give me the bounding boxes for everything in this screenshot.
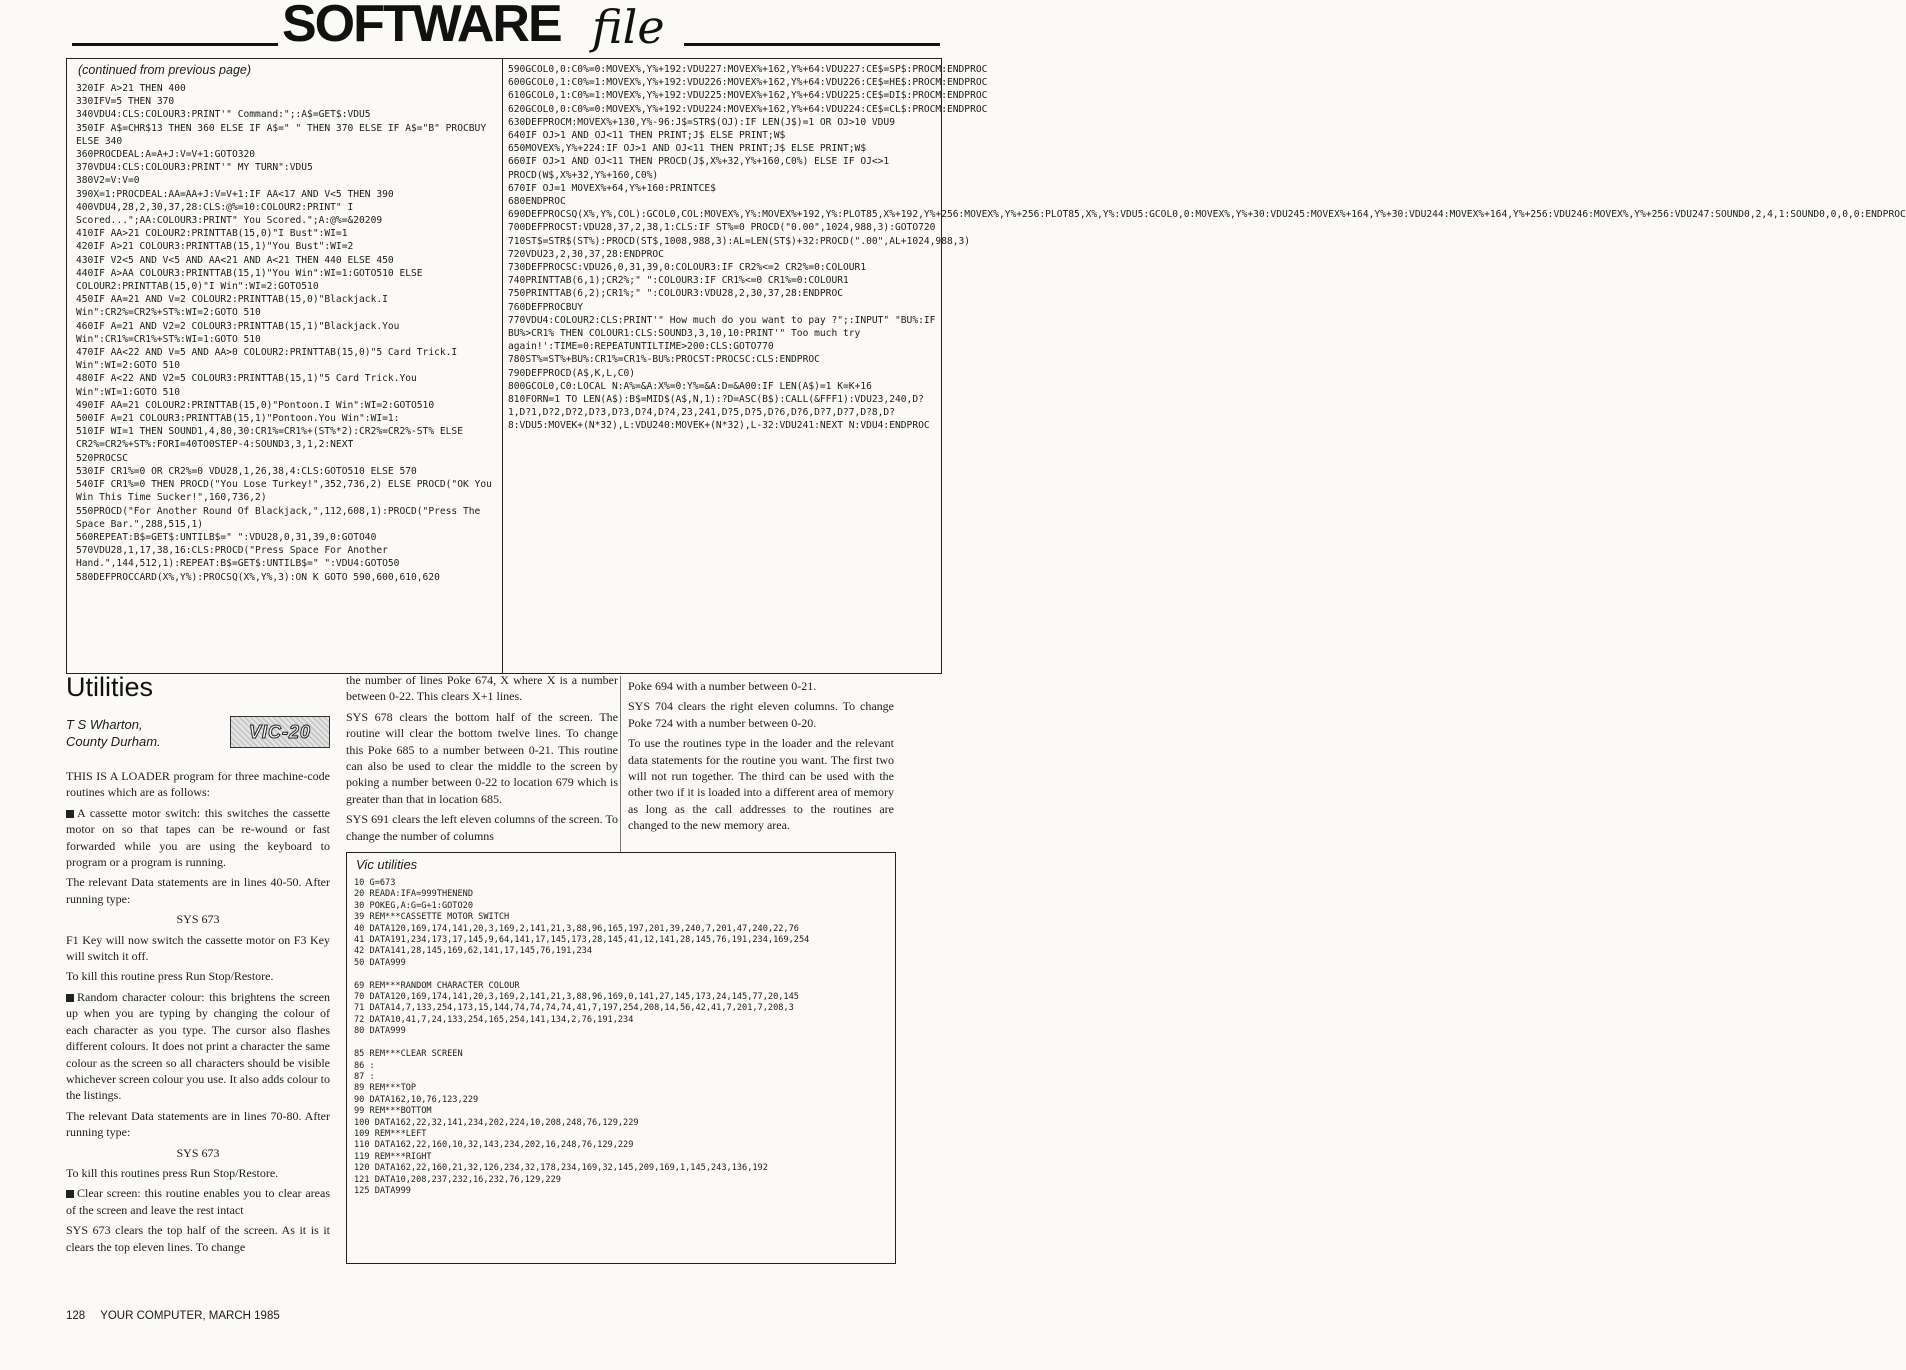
author-name: T S Wharton, — [66, 717, 143, 732]
paragraph: F1 Key will now switch the cassette motor on F3 Key will switch it off. — [66, 932, 330, 964]
magazine-issue: YOUR COMPUTER, MARCH 1985 — [100, 1310, 280, 1322]
continued-note: (continued from previous page) — [78, 63, 252, 77]
paragraph: SYS 691 clears the left eleven columns of the screen. To change the number of columns — [346, 812, 618, 843]
paragraph: To kill this routines press Run Stop/Restore. — [66, 1165, 279, 1180]
bullet-square-icon — [66, 810, 74, 818]
paragraph-cassette — [66, 805, 330, 871]
article-column-2 — [346, 672, 618, 848]
header-title: SOFTWARE — [282, 0, 561, 53]
paragraph: SYS 673 clears the top half of the screen. As it is it clears the top eleven lines. To change — [66, 1223, 330, 1254]
column-rule — [620, 676, 621, 852]
bullet-square-icon — [66, 1190, 74, 1198]
bullet-square-icon — [66, 994, 74, 1002]
paragraph-text: Random character colour: this brightens the screen up when you are typing by changing the colour of each character as you type. The cursor also flashes different colours. It does not print a character the same colour as the screen so all characters should be visible whichever screen colour you use. It also adds colour to the listings. — [66, 989, 330, 1103]
paragraph: To kill this routine press Run Stop/Restore. — [66, 969, 274, 984]
vic-code-listing: 10 G=673 20 READA:IFA=999THENEND 30 POKEG,A:G=G+1:GOTO20 39 REM***CASSETTE MOTOR SWITCH 40 DATA120,169,174,141,20,3,169,2,141,21,3,88,96,165,197,201,39,240,7,201,47,240,22,76 41 DATA191,234,173,17,145,9,64,141,17,145,173,28,145,41,12,141,28,145,76,191,234,169,254 42 DATA141,28,145,169,62,141,17,145,76,191,234 50 DATA999 69 REM***RANDOM CHARACTER COLOUR 70 DATA120,169,174,141,20,3,169,2,141,21,3,88,96,169,0,141,27,145,173,24,145,77,20,145 71 DATA14,7,133,254,173,15,144,74,74,74,74,41,7,197,254,208,14,56,42,41,7,201,7,208,3 72 DATA10,41,7,24,133,254,165,254,141,134,2,76,191,234 80 DATA999 85 REM***CLEAR SCREEN 86 : 87 : 89 REM***TOP 90 DATA162,10,76,123,229 99 REM***BOTTOM 100 DATA162,22,32,141,234,202,224,10,208,248,76,129,229 109 REM***LEFT 110 DATA162,22,160,10,32,143,234,202,16,248,76,129,229 119 REM***RIGHT 120 DATA162,22,160,21,32,126,234,32,178,234,169,32,145,209,169,1,145,243,136,192 121 DATA10,208,237,232,16,232,76,129,229 125 DATA999 — [354, 878, 810, 1196]
paragraph: SYS 678 clears the bottom half of the screen. The routine will clear the bottom twelve lines. To change this Poke 685 to a number between 0-21. This routine can also be used to clear the middle to the screen by poking a number between 0-22 to location 679 which is greater than that in location 685. — [346, 709, 618, 806]
paragraph-text: Clear screen: this routine enables you to clear areas of the screen and leave the rest intact — [66, 1186, 330, 1217]
header-rule-left — [72, 43, 278, 46]
page-header — [0, 0, 970, 60]
article-title: Utilities — [66, 672, 154, 702]
paragraph: the number of lines Poke 674, X where X is a number between 0-22. This clears X+1 lines. — [346, 673, 618, 704]
header-rule-right — [684, 43, 940, 46]
paragraph: THIS IS A LOADER program for three machine-code routines which are as follows: — [66, 769, 330, 800]
paragraph-text: A cassette motor switch: this switches the cassette motor on so that tapes can be re-wound or fast forwarded while you are using the keyboard to program or a program is running. — [66, 805, 330, 870]
paragraph: SYS 704 clears the right eleven columns. To change Poke 724 with a number between 0-20. — [628, 699, 894, 730]
listing-column-divider — [502, 58, 503, 674]
badge-label: VIC-20 — [248, 721, 312, 742]
code-listing-right: 590GCOL0,0:C0%=0:MOVEX%,Y%+192:VDU227:MOVEX%+162,Y%+64:VDU227:CE$=SP$:PROCM:ENDPROC 600GCOL0,1:C0%=1:MOVEX%,Y%+192:VDU226:MOVEX%+162,Y%+64:VDU226:CE$=HE$:PROCM:ENDPROC 610GCOL0,1:C0%=1:MOVEX%,Y%+192:VDU225:MOVEX%+162,Y%+64:VDU225:CE$=DI$:PROCM:ENDPROC 620GCOL0,0:C0%=0:MOVEX%,Y%+192:VDU224:MOVEX%+162,Y%+64:VDU224:CE$=CL$:PROCM:ENDPROC 630DEFPROCM:MOVEX%+130,Y%-96:J$=STR$(OJ):IF LEN(J$)=1 OR OJ>10 VDU9 640IF OJ>1 AND OJ<11 THEN PRINT;J$ ELSE PRINT;W$ 650MOVEX%,Y%+224:IF OJ>1 AND OJ<11 THEN PRINT;J$ ELSE PRINT;W$ 660IF OJ>1 AND OJ<11 THEN PROCD(J$,X%+32,Y%+160,C0%) ELSE IF OJ<>1 PROCD(W$,X%+32,Y%+160,C0%) 670IF OJ=1 MOVEX%+64,Y%+160:PRINTCE$ 680ENDPROC 690DEFPROCSQ(X%,Y%,COL):GCOL0,COL:MOVEX%,Y%:MOVEX%+192,Y%:PLOT85,X%+192,Y%+256:MOVEX%,Y%+256:PLOT85,X%,Y%:VDU5:GCOL0,0:MOVEX%,Y%+30:VDU245:MOVEX%+164,Y%+30:VDU244:MOVEX%+164,Y%+256:VDU246:MOVEX%,Y%+256:VDU247:SOUND0,2,4,1:SOUND0,0,0,0:ENDPROC 700DEFPROCST:VDU28,37,2,38,1:CLS:IF ST%=0 PROCD("0.00",1024,988,3):GOTO720 710ST$=STR$(ST%):PROCD(ST$,1008,988,3):AL=LEN(ST$)+32:PROCD(".00",AL+1024,988,3) 720VDU23,2,30,37,28:ENDPROC 730DEFPROCSC:VDU26,0,31,39,0:COLOUR3:IF CR2%<=2 CR2%=0:COLOUR1 740PRINTTAB(6,1);CR2%;" ":COLOUR3:IF CR1%<=0 CR1%=0:COLOUR1 750PRINTTAB(6,2);CR1%;" ":COLOUR3:VDU28,2,30,37,28:ENDPROC 760DEFPROCBUY 770VDU4:COLOUR2:CLS:PRINT'" How much do you want to pay ?";:INPUT" "BU%:IF BU%>CR1% THEN COLOUR1:CLS:SOUND3,3,10,10:PRINT'" Too much try again!':TIME=0:REPEATUNTILTIME>200:CLS:GOTO770 780ST%=ST%+BU%:CR1%=CR1%-BU%:PROCST:PROCSC:CLS:ENDPROC 790DEFPROCD(A$,K,L,C0) 800GCOL0,C0:LOCAL N:A%=&A:X%=0:Y%=&A:D=&A00:IF LEN(A$)=1 K=K+16 810FORN=1 TO LEN(A$):B$=MID$(A$,N,1):?D=ASC(B$):CALL(&FFF1):VDU23,240,D?1,D?1,D?2,D?2,D?3,D?3,D?4,D?4,23,241,D?5,D?5,D?6,D?6,D?7,D?7,D?8,D?8:VDU5:MOVEK+(N*32),L:VDU240:MOVEK+(N*32),L-32:VDU241:NEXT N:VDU4:ENDPROC — [508, 64, 1906, 432]
vic20-badge — [230, 716, 330, 748]
vic-listing-title: Vic utilities — [356, 857, 418, 872]
article-column-3 — [628, 678, 894, 854]
page-footer — [66, 1310, 280, 1322]
author-byline — [66, 716, 161, 750]
author-place: County Durham. — [66, 734, 161, 749]
sys-command: SYS 673 — [176, 1145, 220, 1160]
paragraph: The relevant Data statements are in lines 70-80. After running type: — [66, 1108, 330, 1140]
code-listing-left: 320IF A>21 THEN 400 330IFV=5 THEN 370 340VDU4:CLS:COLOUR3:PRINT'" Command:";:A$=GET$:VDU5 350IF A$=CHR$13 THEN 360 ELSE IF A$=" " THEN 370 ELSE IF A$="B" PROCBUY ELSE 340 360PROCDEAL:A=A+J:V=V+1:GOTO320 370VDU4:CLS:COLOUR3:PRINT'" MY TURN":VDU5 380V2=V:V=0 390X=1:PROCDEAL:AA=AA+J:V=V+1:IF AA<17 AND V<5 THEN 390 400VDU4,28,2,30,37,28:CLS:@%=10:COLOUR2:PRINT" I Scored...";AA:COLOUR3:PRINT" You Scored.";A:@%=&20209 410IF AA>21 COLOUR2:PRINTTAB(15,0)"I Bust":WI=1 420IF A>21 COLOUR3:PRINTTAB(15,1)"You Bust":WI=2 430IF V2<5 AND V<5 AND AA<21 AND A<21 THEN 440 ELSE 450 440IF A>AA COLOUR3:PRINTTAB(15,1)"You Win":WI=1:GOTO510 ELSE COLOUR2:PRINTTAB(15,0)"I Win":WI=2:GOTO510 450IF AA=21 AND V=2 COLOUR2:PRINTTAB(15,0)"Blackjack.I Win":CR2%=CR2%+ST%:WI=2:GOTO 510 460IF A=21 AND V2=2 COLOUR3:PRINTTAB(15,1)"Blackjack.You Win":CR1%=CR1%+ST%:WI=1:GOTO 510 470IF AA<22 AND V=5 AND AA>0 COLOUR2:PRINTTAB(15,0)"5 Card Trick.I Win":WI=2:GOTO 510 480IF A<22 AND V2=5 COLOUR3:PRINTTAB(15,1)"5 Card Trick.You Win":WI=1:GOTO 510 490IF AA=21 COLOUR2:PRINTTAB(15,0)"Pontoon.I Win":WI=2:GOTO510 500IF A=21 COLOUR3:PRINTTAB(15,1)"Pontoon.You Win":WI=1: 510IF WI=1 THEN SOUND1,4,80,30:CR1%=CR1%+(ST%*2):CR2%=CR2%-ST% ELSE CR2%=CR2%+ST%:FORI=40TO0STEP-4:SOUND3,3,1,2:NEXT 520PROCSC 530IF CR1%=0 OR CR2%=0 VDU28,1,26,38,4:CLS:GOTO510 ELSE 570 540IF CR1%=0 THEN PROCD("You Lose Turkey!",352,736,2) ELSE PROCD("OK You Win This Time Sucker!",160,736,2) 550PROCD("For Another Round Of Blackjack,",112,608,1):PROCD("Press The Space Bar.",288,515,1) 560REPEAT:B$=GET$:UNTILB$=" ":VDU28,0,31,39,0:GOTO40 570VDU28,1,17,38,16:CLS:PROCD("Press Space For Another Hand.",144,512,1):REPEAT:B$=GET$:UNTILB$=" ":VDU4:GOTO50 580DEFPROCCARD(X%,Y%):PROCSQ(X%,Y%,3):ON K GOTO 590,600,610,620 — [76, 83, 492, 583]
article-column-1 — [66, 768, 330, 1298]
paragraph-clear-screen — [66, 1185, 330, 1218]
page-number: 128 — [66, 1310, 86, 1322]
paragraph-random-colour — [66, 989, 330, 1104]
sys-command: SYS 673 — [176, 912, 220, 927]
paragraph: Poke 694 with a number between 0-21. — [628, 679, 817, 693]
header-script-word: file — [592, 0, 665, 54]
paragraph: The relevant Data statements are in lines 40-50. After running type: — [66, 875, 330, 906]
paragraph: To use the routines type in the loader and the relevant data statements for the routine you want. The first two will not run together. The third can be used with the other two if it is loaded into a different area of memory as long as the call addresses to the routines are changed to the new memory area. — [628, 736, 894, 833]
